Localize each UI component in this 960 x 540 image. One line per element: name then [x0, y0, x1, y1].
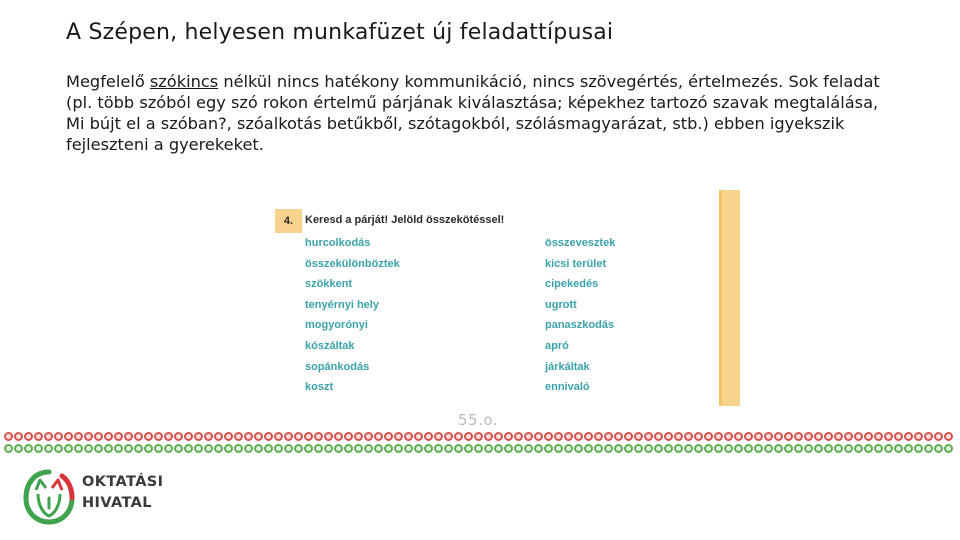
- flower-ornament-icon: [434, 432, 443, 441]
- flower-ornament-icon: [564, 444, 573, 453]
- decorative-border-green: [4, 444, 956, 455]
- flower-ornament-icon: [264, 432, 273, 441]
- flower-ornament-icon: [334, 432, 343, 441]
- page-title: A Szépen, helyesen munkafüzet új feladattípusai: [66, 20, 614, 45]
- flower-ornament-icon: [484, 444, 493, 453]
- flower-ornament-icon: [824, 444, 833, 453]
- flower-ornament-icon: [64, 444, 73, 453]
- flower-ornament-icon: [694, 444, 703, 453]
- flower-ornament-icon: [724, 444, 733, 453]
- flower-ornament-icon: [544, 444, 553, 453]
- flower-ornament-icon: [84, 444, 93, 453]
- flower-ornament-icon: [584, 432, 593, 441]
- flower-ornament-icon: [414, 444, 423, 453]
- flower-ornament-icon: [444, 432, 453, 441]
- page-reference: 55.o.: [458, 411, 499, 429]
- logo-line-2: HIVATAL: [82, 495, 152, 511]
- flower-ornament-icon: [474, 444, 483, 453]
- flower-ornament-icon: [464, 444, 473, 453]
- body-text-start: Megfelelő: [66, 72, 150, 91]
- flower-ornament-icon: [304, 444, 313, 453]
- flower-ornament-icon: [794, 432, 803, 441]
- left-word: koszt: [305, 381, 334, 394]
- flower-ornament-icon: [454, 444, 463, 453]
- right-word: panaszkodás: [545, 319, 615, 332]
- flower-ornament-icon: [774, 432, 783, 441]
- page-edge-strip: [719, 190, 740, 406]
- flower-ornament-icon: [754, 444, 763, 453]
- flower-ornament-icon: [894, 444, 903, 453]
- flower-ornament-icon: [894, 432, 903, 441]
- flower-ornament-icon: [74, 432, 83, 441]
- flower-ornament-icon: [514, 432, 523, 441]
- flower-ornament-icon: [364, 432, 373, 441]
- flower-ornament-icon: [674, 432, 683, 441]
- flower-ornament-icon: [594, 432, 603, 441]
- right-word: apró: [545, 339, 569, 352]
- flower-ornament-icon: [684, 444, 693, 453]
- flower-ornament-icon: [904, 444, 913, 453]
- flower-ornament-icon: [934, 432, 943, 441]
- flower-ornament-icon: [464, 432, 473, 441]
- right-word: cipekedés: [545, 278, 599, 291]
- logo-text: [82, 472, 163, 514]
- flower-ornament-icon: [674, 444, 683, 453]
- flower-ornament-icon: [514, 444, 523, 453]
- flower-ornament-icon: [814, 432, 823, 441]
- right-word: járkáltak: [545, 360, 590, 373]
- flower-ornament-icon: [564, 432, 573, 441]
- flower-ornament-icon: [614, 432, 623, 441]
- flower-ornament-icon: [214, 432, 223, 441]
- flower-ornament-icon: [724, 432, 733, 441]
- flower-ornament-icon: [374, 432, 383, 441]
- flower-ornament-icon: [684, 432, 693, 441]
- flower-ornament-icon: [84, 432, 93, 441]
- flower-ornament-icon: [4, 432, 13, 441]
- flower-ornament-icon: [654, 432, 663, 441]
- flower-ornament-icon: [624, 432, 633, 441]
- flower-ornament-icon: [264, 444, 273, 453]
- left-word-column: [305, 236, 400, 401]
- flower-ornament-icon: [944, 432, 953, 441]
- left-word: kószáltak: [305, 339, 355, 352]
- flower-ornament-icon: [934, 444, 943, 453]
- flower-ornament-icon: [74, 444, 83, 453]
- flower-ornament-icon: [294, 444, 303, 453]
- flower-ornament-icon: [134, 444, 143, 453]
- flower-ornament-icon: [814, 444, 823, 453]
- flower-ornament-icon: [14, 444, 23, 453]
- flower-ornament-icon: [534, 444, 543, 453]
- flower-ornament-icon: [114, 432, 123, 441]
- flower-ornament-icon: [904, 432, 913, 441]
- flower-ornament-icon: [244, 432, 253, 441]
- flower-ornament-icon: [524, 444, 533, 453]
- flower-ornament-icon: [834, 444, 843, 453]
- left-word: szökkent: [305, 278, 353, 291]
- flower-ornament-icon: [844, 432, 853, 441]
- flower-ornament-icon: [334, 444, 343, 453]
- flower-ornament-icon: [314, 432, 323, 441]
- body-text-rest: nélkül nincs hatékony kommunikáció, nincs szövegértés, értelmezés. Sok feladat (pl. több szóból egy szó rokon értelmű párjának kiválasztása; képekhez tartozó szavak megtalálása, Mi bújt el a szóban?, szóalkotás betűkből, szótagokból, szólásmagyarázat, stb.) ebben igyekszik fejleszteni a gyerekeket.: [66, 72, 880, 154]
- body-text-underlined: szókincs: [149, 72, 219, 91]
- flower-ornament-icon: [824, 432, 833, 441]
- flower-ornament-icon: [14, 432, 23, 441]
- flower-ornament-icon: [944, 444, 953, 453]
- flower-ornament-icon: [574, 432, 583, 441]
- flower-ornament-icon: [154, 432, 163, 441]
- flower-ornament-icon: [494, 432, 503, 441]
- flower-ornament-icon: [364, 444, 373, 453]
- flower-ornament-icon: [54, 444, 63, 453]
- flower-ornament-icon: [124, 432, 133, 441]
- flower-ornament-icon: [394, 444, 403, 453]
- flower-ornament-icon: [144, 444, 153, 453]
- flower-ornament-icon: [174, 444, 183, 453]
- flower-ornament-icon: [204, 432, 213, 441]
- flower-ornament-icon: [914, 432, 923, 441]
- flower-ornament-icon: [804, 444, 813, 453]
- flower-ornament-icon: [794, 444, 803, 453]
- flower-ornament-icon: [224, 432, 233, 441]
- flower-ornament-icon: [234, 432, 243, 441]
- flower-ornament-icon: [124, 444, 133, 453]
- flower-ornament-icon: [924, 432, 933, 441]
- flower-ornament-icon: [284, 444, 293, 453]
- flower-ornament-icon: [614, 444, 623, 453]
- flower-ornament-icon: [664, 432, 673, 441]
- flower-ornament-icon: [534, 432, 543, 441]
- flower-ornament-icon: [834, 432, 843, 441]
- flower-ornament-icon: [304, 432, 313, 441]
- flower-ornament-icon: [654, 444, 663, 453]
- left-word: összekülönböztek: [305, 257, 400, 270]
- flower-ornament-icon: [644, 444, 653, 453]
- flower-ornament-icon: [784, 444, 793, 453]
- flower-ornament-icon: [634, 432, 643, 441]
- flower-ornament-icon: [184, 444, 193, 453]
- flower-ornament-icon: [784, 432, 793, 441]
- flower-ornament-icon: [764, 444, 773, 453]
- right-word-column: [545, 236, 615, 401]
- flower-ornament-icon: [274, 444, 283, 453]
- flower-ornament-icon: [774, 444, 783, 453]
- flower-ornament-icon: [114, 444, 123, 453]
- flower-ornament-icon: [34, 444, 43, 453]
- flower-ornament-icon: [224, 444, 233, 453]
- flower-ornament-icon: [244, 444, 253, 453]
- flower-ornament-icon: [804, 432, 813, 441]
- flower-ornament-icon: [434, 444, 443, 453]
- flower-ornament-icon: [594, 444, 603, 453]
- logo-line-1: OKTATÁSI: [82, 474, 164, 490]
- flower-ornament-icon: [214, 444, 223, 453]
- flower-ornament-icon: [384, 444, 393, 453]
- flower-ornament-icon: [734, 444, 743, 453]
- flower-ornament-icon: [914, 444, 923, 453]
- flower-ornament-icon: [714, 432, 723, 441]
- flower-ornament-icon: [444, 444, 453, 453]
- flower-ornament-icon: [474, 432, 483, 441]
- flower-ornament-icon: [874, 444, 883, 453]
- flower-ornament-icon: [4, 444, 13, 453]
- flower-ornament-icon: [344, 444, 353, 453]
- flower-ornament-icon: [504, 444, 513, 453]
- flower-ornament-icon: [344, 432, 353, 441]
- right-word: összevesztek: [545, 237, 616, 249]
- flower-ornament-icon: [174, 432, 183, 441]
- flower-ornament-icon: [104, 444, 113, 453]
- flower-ornament-icon: [54, 432, 63, 441]
- flower-ornament-icon: [664, 444, 673, 453]
- flower-ornament-icon: [384, 432, 393, 441]
- exercise-number: 4.: [275, 209, 302, 233]
- flower-ornament-icon: [204, 444, 213, 453]
- exercise-instruction: Keresd a párját! Jelöld összekötéssel!: [305, 214, 505, 226]
- flower-ornament-icon: [554, 444, 563, 453]
- decorative-border-red: [4, 432, 956, 443]
- flower-ornament-icon: [94, 444, 103, 453]
- flower-ornament-icon: [234, 444, 243, 453]
- flower-ornament-icon: [454, 432, 463, 441]
- flower-ornament-icon: [164, 444, 173, 453]
- flower-ornament-icon: [94, 432, 103, 441]
- flower-ornament-icon: [404, 444, 413, 453]
- left-word: mogyorónyi: [305, 319, 368, 332]
- right-word: ugrott: [545, 298, 577, 311]
- left-word: sopánkodás: [305, 360, 370, 373]
- flower-ornament-icon: [284, 432, 293, 441]
- flower-ornament-icon: [24, 444, 33, 453]
- flower-ornament-icon: [624, 444, 633, 453]
- flower-ornament-icon: [194, 432, 203, 441]
- flower-ornament-icon: [544, 432, 553, 441]
- flower-ornament-icon: [694, 432, 703, 441]
- flower-ornament-icon: [294, 432, 303, 441]
- flower-ornament-icon: [524, 432, 533, 441]
- flower-ornament-icon: [354, 432, 363, 441]
- right-word: kicsi terület: [545, 257, 607, 270]
- flower-ornament-icon: [324, 444, 333, 453]
- flower-ornament-icon: [194, 444, 203, 453]
- flower-ornament-icon: [704, 432, 713, 441]
- left-word: tenyérnyi hely: [305, 298, 379, 311]
- flower-ornament-icon: [64, 432, 73, 441]
- flower-ornament-icon: [744, 444, 753, 453]
- flower-ornament-icon: [184, 432, 193, 441]
- flower-ornament-icon: [134, 432, 143, 441]
- flower-ornament-icon: [394, 432, 403, 441]
- flower-ornament-icon: [704, 444, 713, 453]
- flower-ornament-icon: [584, 444, 593, 453]
- flower-ornament-icon: [864, 444, 873, 453]
- flower-ornament-icon: [424, 444, 433, 453]
- flower-ornament-icon: [254, 432, 263, 441]
- flower-ornament-icon: [164, 432, 173, 441]
- flower-ornament-icon: [854, 432, 863, 441]
- body-paragraph: [66, 71, 886, 155]
- flower-ornament-icon: [734, 432, 743, 441]
- left-word: hurcolkodás: [305, 237, 371, 249]
- flower-ornament-icon: [504, 432, 513, 441]
- flower-ornament-icon: [604, 444, 613, 453]
- flower-ornament-icon: [884, 432, 893, 441]
- flower-ornament-icon: [24, 432, 33, 441]
- flower-ornament-icon: [154, 444, 163, 453]
- flower-ornament-icon: [644, 432, 653, 441]
- flower-ornament-icon: [554, 432, 563, 441]
- flower-ornament-icon: [254, 444, 263, 453]
- flower-ornament-icon: [374, 444, 383, 453]
- flower-ornament-icon: [604, 432, 613, 441]
- flower-ornament-icon: [144, 432, 153, 441]
- flower-ornament-icon: [104, 432, 113, 441]
- flower-ornament-icon: [924, 444, 933, 453]
- flower-ornament-icon: [754, 432, 763, 441]
- flower-ornament-icon: [274, 432, 283, 441]
- flower-ornament-icon: [314, 444, 323, 453]
- flower-ornament-icon: [354, 444, 363, 453]
- flower-ornament-icon: [34, 432, 43, 441]
- flower-ornament-icon: [884, 444, 893, 453]
- flower-ornament-icon: [324, 432, 333, 441]
- right-word: ennivaló: [545, 381, 590, 394]
- flower-ornament-icon: [574, 444, 583, 453]
- flower-ornament-icon: [714, 444, 723, 453]
- flower-ornament-icon: [424, 432, 433, 441]
- flower-ornament-icon: [864, 432, 873, 441]
- flower-ornament-icon: [494, 444, 503, 453]
- flower-ornament-icon: [484, 432, 493, 441]
- owl-logo-icon: [22, 468, 76, 526]
- flower-ornament-icon: [874, 432, 883, 441]
- flower-ornament-icon: [744, 432, 753, 441]
- flower-ornament-icon: [44, 444, 53, 453]
- flower-ornament-icon: [764, 432, 773, 441]
- flower-ornament-icon: [404, 432, 413, 441]
- flower-ornament-icon: [44, 432, 53, 441]
- flower-ornament-icon: [854, 444, 863, 453]
- flower-ornament-icon: [634, 444, 643, 453]
- flower-ornament-icon: [844, 444, 853, 453]
- exercise-image: [272, 190, 740, 406]
- flower-ornament-icon: [414, 432, 423, 441]
- oktatasi-hivatal-logo: [22, 468, 182, 526]
